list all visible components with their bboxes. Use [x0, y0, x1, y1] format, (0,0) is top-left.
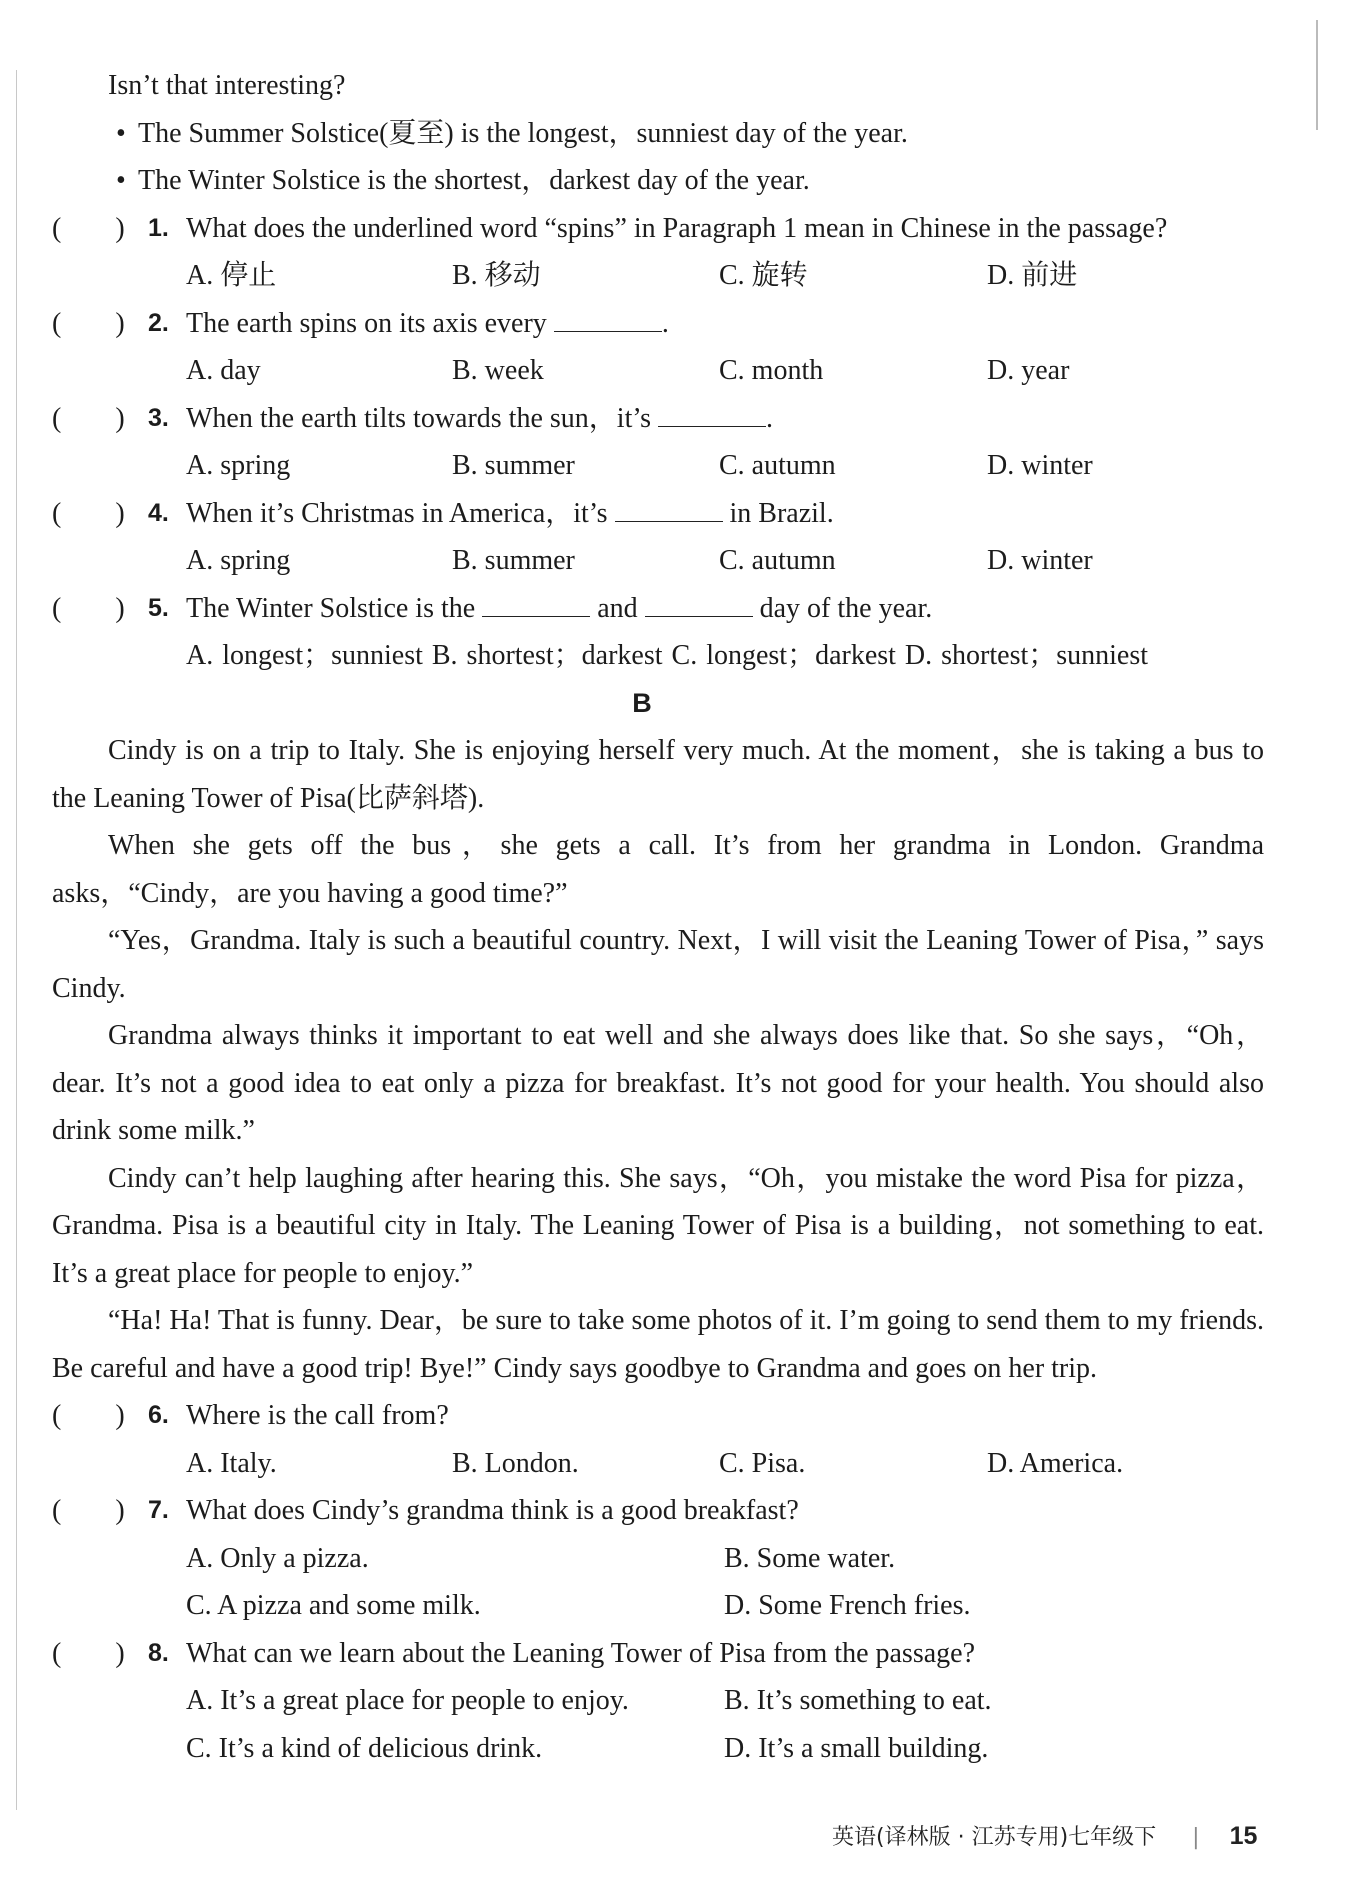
option-c[interactable]: C. autumn: [719, 545, 836, 576]
question-stem: What can we learn about the Leaning Tower of Pisa from the passage?: [186, 1637, 976, 1669]
bullet-item: [52, 157, 1272, 205]
option-c[interactable]: C. 旋转: [719, 260, 808, 291]
answer-bracket[interactable]: ( ): [52, 307, 125, 339]
passage-paragraph: Cindy can’t help laughing after hearing this. She says，“Oh，you mistake the word Pisa for pizza，Grandma. Pisa is a beautiful city in Italy. The Leaning Tower of Pisa is a building，not something to eat. It’s a great place for people to enjoy.”: [52, 1162, 1264, 1289]
bullet-icon: •: [116, 117, 126, 149]
option-a[interactable]: A. 停止: [186, 260, 277, 291]
book-title: 英语(译林版 · 江苏专用)七年级下: [832, 1825, 1157, 1850]
section-title: B: [632, 687, 652, 718]
option-d[interactable]: D. 前进: [987, 260, 1078, 291]
option-b[interactable]: B. Some water.: [724, 1542, 896, 1574]
bullet-icon: •: [116, 165, 126, 196]
page-footer: [832, 1820, 1257, 1851]
options-row[interactable]: A. longest；sunniest B. shortest；darkest C. longest；darkest D. shortest；sunniest: [186, 640, 1149, 671]
passage-paragraph: “Yes，Grandma. Italy is such a beautiful country. Next，I will visit the Leaning Tower of Pisa，” says Cindy.: [52, 925, 1264, 1004]
option-a[interactable]: A. spring: [186, 450, 291, 481]
option-d[interactable]: D. winter: [987, 545, 1093, 576]
options-row: [52, 442, 1272, 490]
answer-bracket[interactable]: ( ): [52, 402, 125, 434]
options-row: [52, 1677, 1272, 1725]
bullet-text: The Winter Solstice is the shortest，darkest day of the year.: [138, 165, 810, 196]
bullet-text: The Summer Solstice(夏至) is the longest，sunniest day of the year.: [138, 117, 908, 149]
edge-line: [1316, 20, 1318, 130]
options-row: [52, 252, 1272, 300]
question-number: 6.: [148, 1401, 169, 1429]
options-row: [52, 347, 1272, 395]
options-row: [52, 1440, 1272, 1488]
passage-paragraph: Cindy is on a trip to Italy. She is enjoying herself very much. At the moment，she is taking a bus to the Leaning Tower of Pisa(比萨斜塔).: [52, 735, 1264, 814]
option-d[interactable]: D. Some French fries.: [724, 1590, 971, 1621]
question-stem: The Winter Solstice is the and day of the year.: [186, 585, 932, 633]
question-stem: Where is the call from?: [186, 1400, 449, 1431]
footer-separator: |: [1192, 1825, 1200, 1850]
intro-question: Isn’t that interesting?: [108, 70, 346, 101]
question-stem: When it’s Christmas in America，it’s in Brazil.: [186, 490, 834, 538]
question-number: 5.: [148, 593, 169, 622]
option-a[interactable]: A. Only a pizza.: [186, 1542, 369, 1574]
options-row: [52, 1582, 1272, 1630]
answer-blank[interactable]: [615, 491, 723, 522]
option-b[interactable]: B. week: [452, 355, 544, 386]
question-1: [52, 205, 1272, 253]
question-2: [52, 300, 1272, 348]
page-content: [52, 62, 1272, 1772]
margin-line: [16, 70, 17, 1810]
page-number: 15: [1229, 1822, 1258, 1850]
option-b[interactable]: B. 移动: [452, 260, 541, 291]
option-a[interactable]: A. spring: [186, 545, 291, 576]
option-b[interactable]: B. London.: [452, 1447, 579, 1479]
option-b[interactable]: B. summer: [452, 545, 575, 576]
options-row: [52, 537, 1272, 585]
option-c[interactable]: C. Pisa.: [719, 1447, 806, 1479]
question-number: 3.: [148, 403, 169, 432]
question-8: [52, 1630, 1272, 1678]
question-number: 4.: [148, 498, 169, 527]
answer-blank[interactable]: [554, 301, 662, 332]
passage-paragraph: “Ha! Ha! That is funny. Dear，be sure to take some photos of it. I’m going to send them to my friends. Be careful and have a good trip! Bye!” Cindy says goodbye to Grandma and goes on her trip.: [52, 1305, 1264, 1384]
question-number: 2.: [148, 308, 169, 337]
option-b[interactable]: B. summer: [452, 450, 575, 481]
question-5: [52, 585, 1272, 633]
option-c[interactable]: C. month: [719, 355, 824, 386]
question-6: [52, 1392, 1272, 1440]
question-number: 7.: [148, 1496, 169, 1524]
option-c[interactable]: C. It’s a kind of delicious drink.: [186, 1732, 543, 1764]
option-c[interactable]: C. autumn: [719, 450, 836, 481]
passage-paragraph: When she gets off the bus，she gets a call. It’s from her grandma in London. Grandma asks，“Cindy，are you having a good time?”: [52, 830, 1264, 909]
question-stem: When the earth tilts towards the sun，it’s .: [186, 395, 773, 443]
question-stem: What does the underlined word “spins” in Paragraph 1 mean in Chinese in the passage?: [186, 212, 1168, 244]
question-number: 8.: [148, 1638, 169, 1667]
option-a[interactable]: A. It’s a great place for people to enjoy.: [186, 1685, 629, 1716]
answer-bracket[interactable]: ( ): [52, 1400, 125, 1431]
options-row: [52, 1725, 1272, 1773]
options-row: [52, 1535, 1272, 1583]
answer-bracket[interactable]: ( ): [52, 212, 125, 244]
option-a[interactable]: A. day: [186, 355, 261, 386]
option-d[interactable]: D. It’s a small building.: [724, 1732, 989, 1764]
answer-blank[interactable]: [658, 396, 766, 427]
question-3: [52, 395, 1272, 443]
answer-bracket[interactable]: ( ): [52, 1637, 125, 1669]
question-stem: What does Cindy’s grandma think is a good breakfast?: [186, 1495, 799, 1526]
option-b[interactable]: B. It’s something to eat.: [724, 1685, 992, 1716]
answer-bracket[interactable]: ( ): [52, 592, 125, 624]
question-4: [52, 490, 1272, 538]
option-a[interactable]: A. Italy.: [186, 1447, 277, 1479]
answer-blank[interactable]: [645, 586, 753, 617]
answer-bracket[interactable]: ( ): [52, 1495, 125, 1526]
bullet-item: [52, 110, 1272, 158]
answer-blank[interactable]: [482, 586, 590, 617]
option-c[interactable]: C. A pizza and some milk.: [186, 1590, 481, 1621]
option-d[interactable]: D. year: [987, 355, 1070, 386]
question-7: [52, 1487, 1272, 1535]
option-d[interactable]: D. America.: [987, 1447, 1124, 1479]
question-number: 1.: [148, 213, 169, 242]
passage-paragraph: Grandma always thinks it important to eat well and she always does like that. So she says，“Oh，dear. It’s not a good idea to eat only a pizza for breakfast. It’s not good for your health. You should also drink some milk.”: [52, 1020, 1264, 1146]
answer-bracket[interactable]: ( ): [52, 497, 125, 529]
option-d[interactable]: D. winter: [987, 450, 1093, 481]
question-stem: The earth spins on its axis every .: [186, 300, 669, 348]
